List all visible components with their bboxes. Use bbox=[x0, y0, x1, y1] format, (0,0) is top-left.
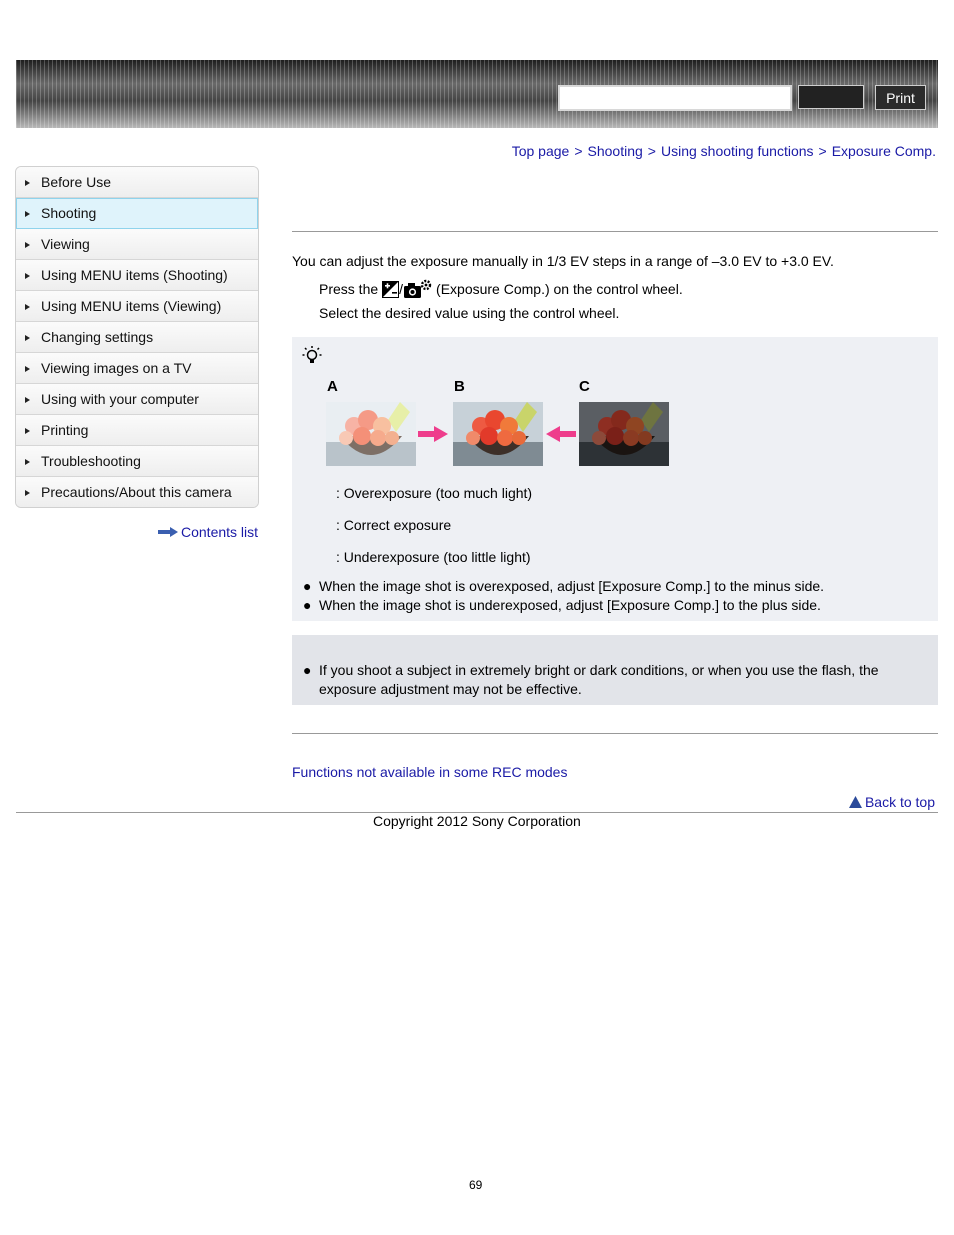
sidebar-nav bbox=[15, 166, 259, 508]
contents-list-label: Contents list bbox=[181, 524, 259, 540]
breadcrumb-top-page[interactable]: Top page bbox=[511, 143, 570, 159]
sidebar-item-label: Using with your computer bbox=[41, 391, 199, 407]
triangle-right-icon bbox=[25, 459, 30, 465]
sidebar-item-label: Viewing images on a TV bbox=[41, 360, 192, 376]
triangle-right-icon bbox=[25, 428, 30, 434]
sidebar-item-label: Shooting bbox=[41, 205, 97, 221]
correct-exposure-photo bbox=[453, 402, 543, 466]
sidebar-item-before-use[interactable] bbox=[16, 167, 258, 198]
note-bullet bbox=[303, 661, 903, 699]
divider bbox=[292, 231, 938, 232]
sidebar-item-computer[interactable] bbox=[16, 384, 258, 415]
breadcrumb-exposure-comp[interactable]: Exposure Comp. bbox=[831, 143, 936, 159]
sidebar-item-viewing-on-tv[interactable] bbox=[16, 353, 258, 384]
intro-text: You can adjust the exposure manually in 1/3 EV steps in a range of –3.0 EV to +3.0 EV. bbox=[292, 253, 834, 269]
triangle-up-icon bbox=[849, 796, 862, 808]
triangle-right-icon bbox=[25, 366, 30, 372]
breadcrumb bbox=[512, 143, 936, 159]
sidebar-item-label: Printing bbox=[41, 422, 89, 438]
sidebar-item-menu-shooting[interactable] bbox=[16, 260, 258, 291]
hint-bullet bbox=[303, 578, 824, 594]
triangle-right-icon bbox=[25, 180, 30, 186]
sidebar-item-label: Before Use bbox=[41, 174, 112, 190]
arrow-left-pink-icon bbox=[546, 426, 576, 442]
triangle-right-icon bbox=[25, 242, 30, 248]
photo-label-a: A bbox=[327, 378, 338, 395]
breadcrumb-separator: > bbox=[818, 143, 827, 159]
search-input[interactable] bbox=[558, 85, 792, 111]
contents-list-link[interactable] bbox=[158, 524, 258, 540]
sidebar-item-troubleshooting[interactable] bbox=[16, 446, 258, 477]
hint-bullet-text: When the image shot is overexposed, adjust [Exposure Comp.] to the minus side. bbox=[319, 578, 825, 594]
underexposed-photo bbox=[579, 402, 669, 466]
step-1-suffix: (Exposure Comp.) on the control wheel. bbox=[436, 281, 683, 297]
breadcrumb-separator: > bbox=[647, 143, 656, 159]
sidebar-item-label: Using MENU items (Viewing) bbox=[41, 298, 222, 314]
bullet-icon: ● bbox=[303, 662, 312, 678]
triangle-right-icon bbox=[25, 304, 30, 310]
step-1-prefix: Press the bbox=[319, 281, 379, 297]
breadcrumb-shooting[interactable]: Shooting bbox=[587, 143, 643, 159]
sidebar-item-changing-settings[interactable] bbox=[16, 322, 258, 353]
sidebar-item-shooting[interactable] bbox=[16, 198, 258, 229]
triangle-right-icon bbox=[25, 397, 30, 403]
divider bbox=[292, 733, 938, 734]
arrow-right-icon bbox=[158, 527, 178, 537]
copyright: Copyright 2012 Sony Corporation bbox=[373, 813, 581, 829]
photo-label-c: C bbox=[579, 378, 590, 395]
note-text: If you shoot a subject in extremely bright or dark conditions, or when you use the flash, the exposure adjustment may not be effective. bbox=[319, 662, 879, 697]
step-1-slash: / bbox=[399, 281, 404, 297]
sidebar-item-label: Using MENU items (Shooting) bbox=[41, 267, 228, 283]
bullet-icon: ● bbox=[303, 597, 312, 613]
sidebar-item-label: Changing settings bbox=[41, 329, 154, 345]
exposure-comp-icon bbox=[382, 281, 399, 298]
search-button[interactable] bbox=[798, 85, 864, 109]
step-2-text: Select the desired value using the control wheel. bbox=[319, 305, 620, 321]
hint-bullet bbox=[303, 597, 821, 613]
bullet-icon: ● bbox=[303, 578, 312, 594]
overexposed-photo bbox=[326, 402, 416, 466]
breadcrumb-using-shooting-functions[interactable]: Using shooting functions bbox=[660, 143, 814, 159]
breadcrumb-separator: > bbox=[574, 143, 583, 159]
triangle-right-icon bbox=[25, 211, 30, 217]
step-1 bbox=[319, 279, 683, 299]
sidebar-item-precautions[interactable] bbox=[16, 477, 258, 507]
photo-label-b: B bbox=[454, 378, 465, 395]
related-topic-link[interactable]: Functions not available in some REC modes bbox=[292, 764, 568, 780]
page-number: 69 bbox=[469, 1178, 483, 1192]
step-2 bbox=[319, 305, 619, 321]
sidebar-item-label: Viewing bbox=[41, 236, 90, 252]
sidebar-item-menu-viewing[interactable] bbox=[16, 291, 258, 322]
sidebar-item-printing[interactable] bbox=[16, 415, 258, 446]
arrow-right-pink-icon bbox=[418, 426, 448, 442]
back-to-top-label: Back to top bbox=[864, 794, 935, 810]
triangle-right-icon bbox=[25, 335, 30, 341]
legend-overexposure: : Overexposure (too much light) bbox=[336, 485, 533, 501]
hint-bullet-text: When the image shot is underexposed, adjust [Exposure Comp.] to the plus side. bbox=[319, 597, 821, 613]
sidebar-item-label: Troubleshooting bbox=[41, 453, 141, 469]
print-button[interactable]: Print bbox=[875, 85, 926, 110]
light-bulb-hint-icon bbox=[302, 345, 322, 367]
triangle-right-icon bbox=[25, 490, 30, 496]
legend-underexposure: : Underexposure (too little light) bbox=[336, 549, 531, 565]
triangle-right-icon bbox=[25, 273, 30, 279]
legend-correct-exposure: : Correct exposure bbox=[336, 517, 452, 533]
sidebar-item-label: Precautions/About this camera bbox=[41, 484, 232, 500]
sidebar-item-viewing[interactable] bbox=[16, 229, 258, 260]
back-to-top-link[interactable] bbox=[849, 794, 935, 810]
camera-settings-icon bbox=[403, 279, 432, 299]
